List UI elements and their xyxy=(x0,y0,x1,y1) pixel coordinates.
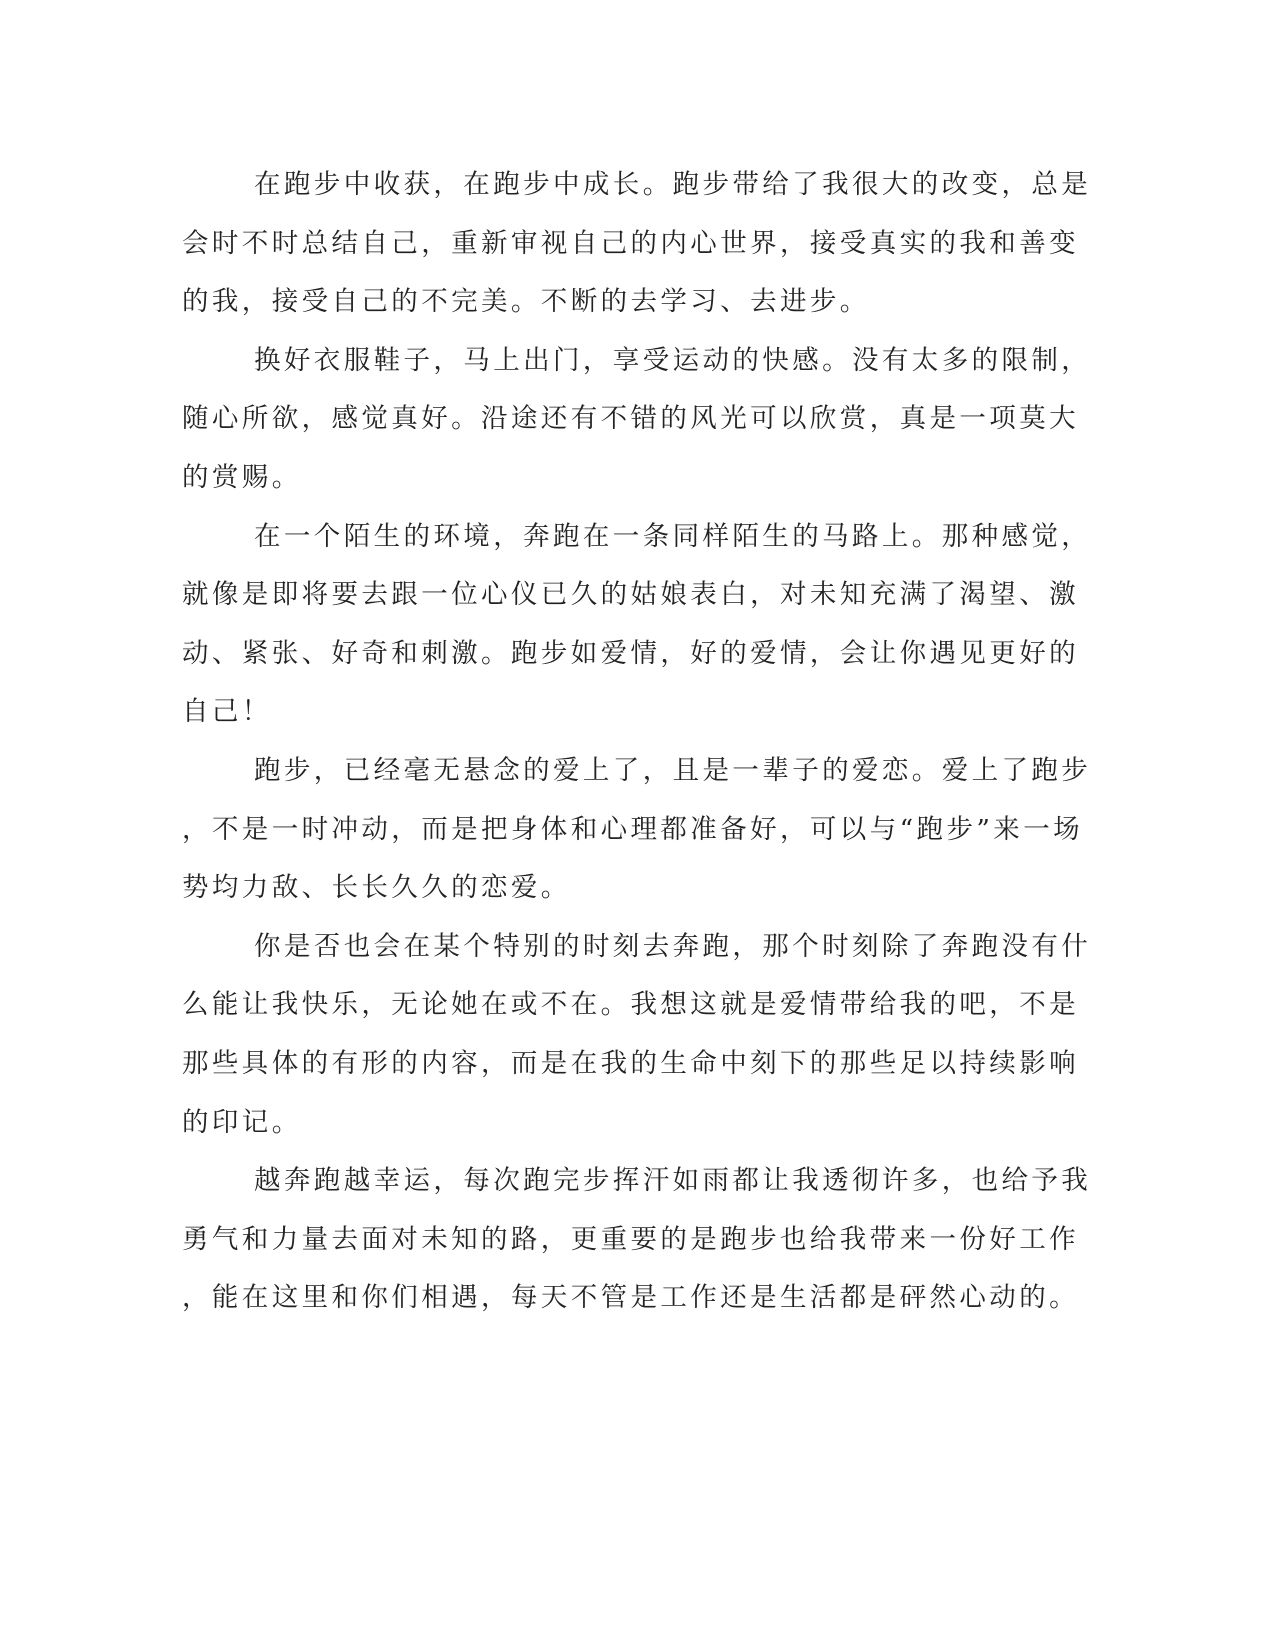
paragraph-line: 勇气和力量去面对未知的路，更重要的是跑步也给我带来一份好工作 xyxy=(182,1223,1079,1255)
paragraph-2 xyxy=(182,332,1092,508)
paragraph-line: 在一个陌生的环境，奔跑在一条同样陌生的马路上。那种感觉， xyxy=(254,520,1092,552)
paragraph-line: 换好衣服鞋子，马上出门，享受运动的快感。没有太多的限制， xyxy=(254,344,1092,376)
paragraph-line: 的印记。 xyxy=(182,1106,302,1138)
paragraph-5 xyxy=(182,918,1092,1152)
paragraph-line: 的我，接受自己的不完美。不断的去学习、去进步。 xyxy=(182,286,870,318)
paragraph-1 xyxy=(182,156,1092,332)
paragraph-6 xyxy=(182,1152,1092,1328)
paragraph-line: 就像是即将要去跟一位心仪已久的姑娘表白，对未知充满了渴望、激 xyxy=(182,579,1079,611)
paragraph-line: 会时不时总结自己，重新审视自己的内心世界，接受真实的我和善变 xyxy=(182,227,1079,259)
paragraph-line: 在跑步中收获，在跑步中成长。跑步带给了我很大的改变，总是 xyxy=(254,169,1092,200)
paragraph-line: 你是否也会在某个特别的时刻去奔跑，那个时刻除了奔跑没有什 xyxy=(254,930,1092,962)
paragraph-line: 跑步，已经毫无悬念的爱上了，且是一辈子的爱恋。爱上了跑步 xyxy=(254,754,1092,786)
paragraph-4 xyxy=(182,742,1092,918)
paragraph-line: 越奔跑越幸运，每次跑完步挥汗如雨都让我透彻许多，也给予我 xyxy=(254,1165,1092,1197)
paragraph-line: 势均力敌、长长久久的恋爱。 xyxy=(182,872,571,904)
paragraph-line: ，能在这里和你们相遇，每天不管是工作还是生活都是砰然心动的。 xyxy=(182,1282,1079,1314)
paragraph-line: ，不是一时冲动，而是把身体和心理都准备好，可以与“跑步”来一场 xyxy=(182,813,1083,845)
document-body xyxy=(182,156,1092,1328)
paragraph-line: 么能让我快乐，无论她在或不在。我想这就是爱情带给我的吧，不是 xyxy=(182,989,1079,1021)
paragraph-line: 随心所欲，感觉真好。沿途还有不错的风光可以欣赏，真是一项莫大 xyxy=(182,403,1079,435)
paragraph-line: 自己！ xyxy=(182,696,272,728)
paragraph-line: 那些具体的有形的内容，而是在我的生命中刻下的那些足以持续影响 xyxy=(182,1047,1079,1079)
paragraph-line: 动、紧张、好奇和刺激。跑步如爱情，好的爱情，会让你遇见更好的 xyxy=(182,637,1079,669)
paragraph-line: 的赏赐。 xyxy=(182,461,302,493)
paragraph-3 xyxy=(182,508,1092,742)
